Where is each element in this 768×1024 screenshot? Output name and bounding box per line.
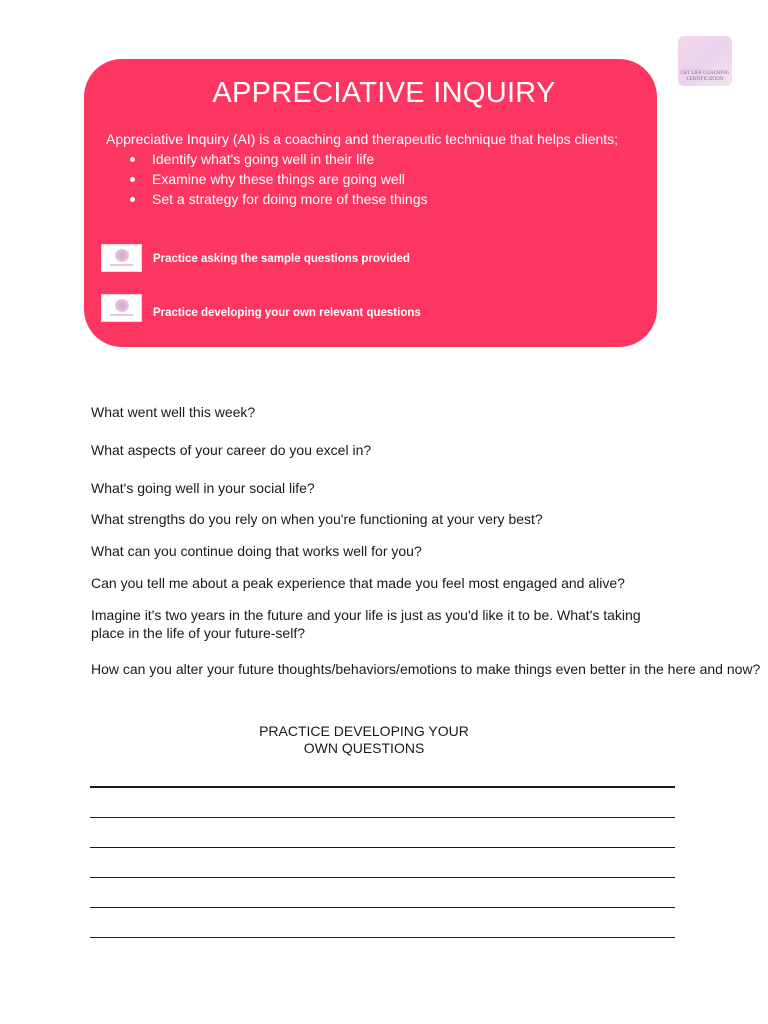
question-item: What aspects of your career do you excel in? bbox=[91, 442, 372, 458]
practice-thumbnail-icon bbox=[101, 244, 142, 272]
question-item: Imagine it's two years in the future and your life is just as you'd like it to be. What's taking place in the life of your future-self? bbox=[91, 607, 641, 641]
practice-thumbnail-icon bbox=[101, 294, 142, 322]
page-title: APPRECIATIVE INQUIRY bbox=[212, 77, 556, 109]
bullet-item: Set a strategy for doing more of these things bbox=[128, 191, 428, 211]
question-item: What strengths do you rely on when you're functioning at your very best? bbox=[91, 511, 543, 527]
writing-line[interactable] bbox=[90, 907, 675, 908]
bullet-item: Identify what's going well in their life bbox=[128, 151, 428, 171]
intro-text: Appreciative Inquiry (AI) is a coaching and therapeutic technique that helps clients; bbox=[106, 131, 619, 147]
question-item: What can you continue doing that works well for you? bbox=[91, 543, 422, 559]
bullet-item: Examine why these things are going well bbox=[128, 171, 428, 191]
question-item: How can you alter your future thoughts/behaviors/emotions to make things even better in the here and now? bbox=[91, 661, 761, 677]
logo-label: CBT LIFE COACHING CERTIFICATION bbox=[680, 71, 730, 82]
technique-bullet-list bbox=[128, 151, 428, 211]
writing-line[interactable] bbox=[90, 937, 675, 938]
question-item: What's going well in your social life? bbox=[91, 480, 315, 496]
writing-line[interactable] bbox=[90, 877, 675, 878]
practice-section-heading: PRACTICE DEVELOPING YOUR OWN QUESTIONS bbox=[259, 723, 469, 756]
question-item: Can you tell me about a peak experience that made you feel most engaged and alive? bbox=[91, 575, 625, 591]
practice-item-sample-questions: Practice asking the sample questions provided bbox=[153, 253, 410, 265]
writing-line[interactable] bbox=[90, 786, 675, 788]
question-item: What went well this week? bbox=[91, 404, 256, 420]
writing-line[interactable] bbox=[90, 817, 675, 818]
writing-line[interactable] bbox=[90, 847, 675, 848]
practice-item-own-questions: Practice developing your own relevant questions bbox=[153, 307, 421, 319]
